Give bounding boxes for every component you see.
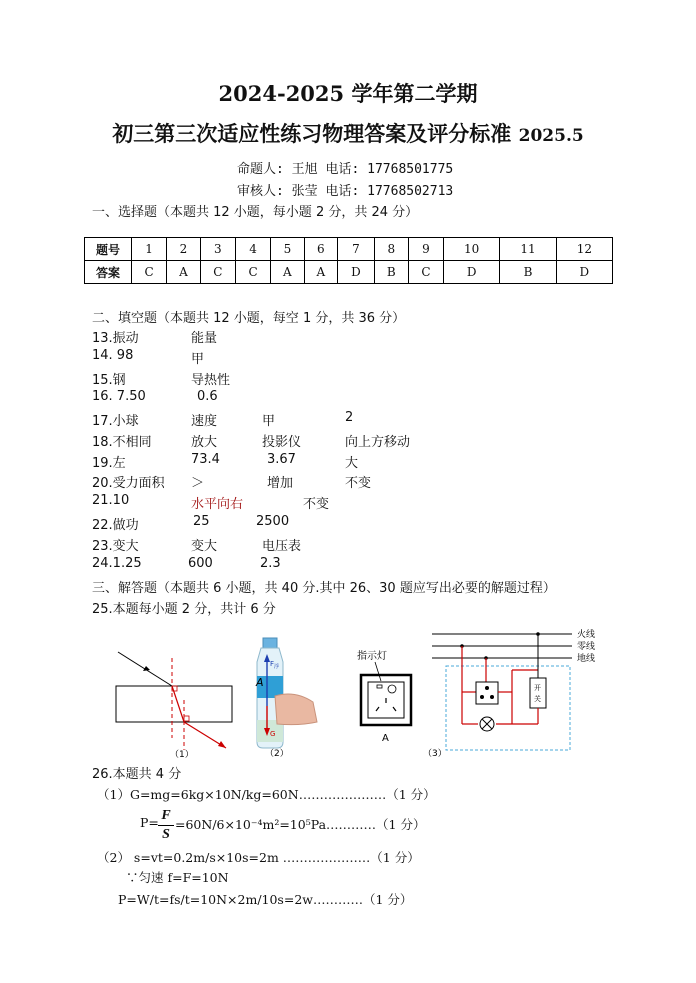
table-cell: 7 [338, 238, 375, 261]
fill-answer: 15.钢 [92, 373, 126, 388]
table-cell: 1 [132, 238, 167, 261]
document-subtitle [0, 118, 696, 148]
socket-figure [355, 645, 417, 745]
switch-label: 开 [534, 684, 541, 692]
fill-answer: 甲 [191, 352, 205, 367]
table-cell: C [132, 261, 167, 284]
fill-answer: 不变 [303, 497, 330, 512]
figure-caption: （3） [423, 749, 447, 759]
calc-prefix: P= [140, 815, 159, 830]
author-line: 命题人: 王旭 电话: 17768501775 [237, 162, 454, 177]
q26-heading: 26.本题共 4 分 [92, 767, 182, 782]
fill-answer: 13.振动 [92, 331, 139, 346]
fill-answer: ＞ [191, 476, 205, 491]
q25-heading: 25.本题每小题 2 分，共计 6 分 [92, 602, 276, 617]
fill-answer: 20.受力面积 [92, 476, 165, 491]
calc-line: （2） s=vt=0.2m/s×10s=2m …………………（1 分） [97, 850, 420, 865]
socket-caption: A [382, 733, 389, 744]
fill-answer: 17.小球 [92, 414, 139, 429]
fill-answer: 能量 [191, 331, 218, 346]
fraction-bar [158, 825, 174, 826]
table-cell: C [408, 261, 443, 284]
answer-table-row-answers [85, 261, 613, 284]
subtitle-text: 初三第三次适应性练习物理答案及评分标准 [112, 121, 512, 146]
fill-answer: 速度 [191, 414, 218, 429]
fill-answer: 73.4 [191, 452, 220, 467]
fill-answer: 水平向右 [191, 497, 244, 512]
fill-answer: 24.1.25 [92, 556, 142, 571]
section1-heading: 一、选择题（本题共 12 小题，每小题 2 分，共 24 分） [92, 205, 419, 220]
fill-answer: 0.6 [197, 389, 218, 404]
document-title: 2024-2025 学年第二学期 [218, 81, 478, 106]
table-cell: A [271, 261, 304, 284]
fill-answer: 投影仪 [262, 435, 302, 450]
fill-answer: 导热性 [191, 373, 231, 388]
fill-answer: 2.3 [260, 556, 281, 571]
table-cell: B [500, 261, 556, 284]
table-cell: 11 [500, 238, 556, 261]
table-cell: 12 [556, 238, 612, 261]
table-cell: C [200, 261, 235, 284]
row-label: 答案 [85, 261, 132, 284]
fraction-numerator: F [161, 808, 171, 823]
fill-answer: 2500 [256, 514, 290, 529]
fraction [158, 808, 174, 843]
table-cell: 10 [444, 238, 500, 261]
fill-answer: 不变 [345, 476, 372, 491]
table-cell: A [167, 261, 200, 284]
fill-answer: 2 [345, 410, 354, 425]
table-cell: B [374, 261, 408, 284]
wire-label: 地线 [577, 654, 596, 664]
table-cell: C [235, 261, 270, 284]
fill-answer: 18.不相同 [92, 435, 152, 450]
table-cell: 6 [304, 238, 337, 261]
calc-line: （1）G=mg=6kg×10N/kg=60N…………………（1 分） [97, 787, 436, 802]
table-cell: A [304, 261, 337, 284]
figure-caption: （1） [170, 750, 194, 760]
fill-answer: 增加 [267, 476, 294, 491]
force-label-sub: 浮 [274, 664, 280, 670]
fill-answer: 21.10 [92, 493, 130, 508]
reviewer-line: 审核人: 张莹 电话: 17768502713 [237, 184, 454, 199]
fraction-denominator: S [162, 827, 170, 842]
table-cell: 4 [235, 238, 270, 261]
fill-answer: 16. 7.50 [92, 389, 146, 404]
answer-table [84, 237, 613, 284]
subtitle-date: 2025.5 [518, 126, 584, 146]
wire-label: 火线 [577, 630, 596, 640]
section2-heading: 二、填空题（本题共 12 小题，每空 1 分，共 36 分） [92, 311, 406, 326]
indicator-label: 指示灯 [357, 651, 387, 662]
fill-answer: 甲 [262, 414, 276, 429]
fill-answer: 14. 98 [92, 348, 134, 363]
fill-answer: 放大 [191, 435, 218, 450]
fill-answer: 向上方移动 [345, 435, 411, 450]
table-cell: 9 [408, 238, 443, 261]
table-cell: 5 [271, 238, 304, 261]
fill-answer: 3.67 [267, 452, 296, 467]
row-label: 题号 [85, 238, 132, 261]
fill-answer: 电压表 [262, 539, 302, 554]
bottle-figure [245, 630, 325, 760]
table-cell: D [444, 261, 500, 284]
section3-heading: 三、解答题（本题共 6 小题，共 40 分.其中 26、30 题应写出必要的解题过程） [92, 581, 556, 596]
table-cell: D [338, 261, 375, 284]
circuit-figure [420, 626, 630, 760]
force-label-main: F [270, 660, 275, 668]
fill-answer: 19.左 [92, 456, 126, 471]
table-cell: D [556, 261, 612, 284]
gravity-label: G [270, 730, 276, 738]
table-cell: 2 [167, 238, 200, 261]
refraction-figure [100, 630, 240, 760]
calc-line: ∵匀速 f=F=10N [126, 870, 229, 885]
calc-line: =60N/6×10⁻⁴m²=10⁵Pa…………（1 分） [175, 817, 426, 832]
answer-table-row-numbers [85, 238, 613, 261]
wire-label: 零线 [577, 642, 596, 652]
point-label: A [256, 676, 264, 689]
fill-answer: 变大 [191, 539, 218, 554]
figure-caption: （2） [265, 749, 289, 759]
fill-answer: 600 [188, 556, 213, 571]
fill-answer: 大 [345, 456, 359, 471]
fill-answer: 25 [193, 514, 210, 529]
calc-line: P=W/t=fs/t=10N×2m/10s=2w…………（1 分） [118, 892, 413, 907]
switch-label: 关 [534, 695, 541, 703]
table-cell: 8 [374, 238, 408, 261]
fill-answer: 22.做功 [92, 518, 139, 533]
fill-answer: 23.变大 [92, 539, 139, 554]
table-cell: 3 [200, 238, 235, 261]
